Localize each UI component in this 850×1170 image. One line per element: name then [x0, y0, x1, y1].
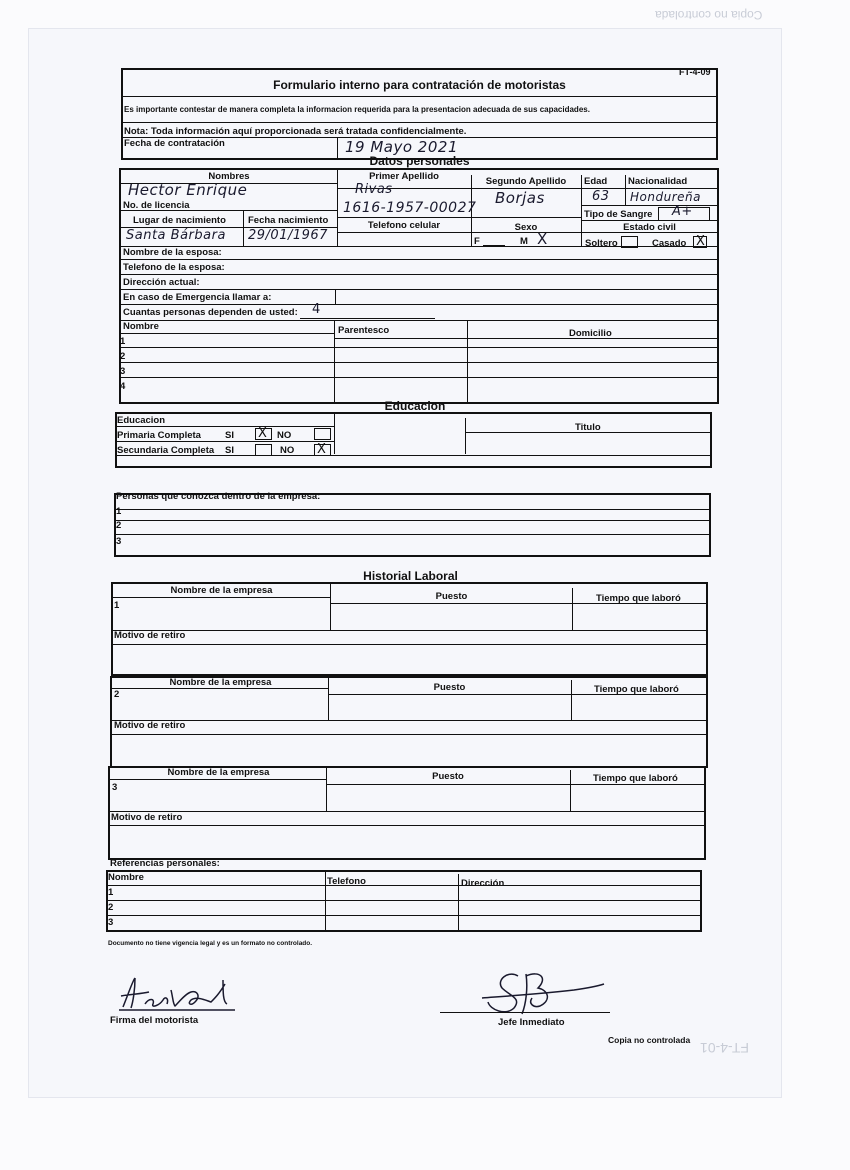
education-title-label: Titulo — [575, 422, 601, 433]
hire-date-label: Fecha de contratación — [124, 138, 225, 149]
intro-text: Es importante contestar de manera completa la informacion requerida para la presentacion adecuada de sus capacidades. — [124, 105, 590, 114]
primary-no-checkbox[interactable] — [314, 428, 331, 440]
reference-row-1: 1 — [108, 887, 114, 898]
names-label: Nombres — [208, 171, 250, 182]
names-value[interactable]: Hector Enrique — [128, 181, 248, 199]
reference-row-3: 3 — [108, 917, 114, 928]
surname1-label: Primer Apellido — [369, 171, 439, 182]
job-3-position-label: Puesto — [432, 771, 464, 782]
spouse-name-label: Nombre de la esposa: — [123, 247, 222, 258]
primary-no-label: NO — [277, 430, 292, 441]
sex-f-label: F — [474, 236, 480, 247]
work-history-title: Historial Laboral — [363, 569, 458, 583]
job-3-company-label: Nombre de la empresa — [167, 767, 270, 778]
phone-label: Telefono celular — [367, 220, 441, 231]
references-box — [106, 870, 702, 932]
birthplace-value[interactable]: Santa Bárbara — [126, 228, 226, 243]
education-box — [115, 412, 712, 468]
references-col-address: Dirección — [461, 878, 505, 889]
surname1-value[interactable]: Rivas — [355, 182, 393, 197]
age-label: Edad — [584, 176, 608, 187]
sex-m-mark[interactable]: X — [537, 230, 548, 248]
sex-m-label: M — [520, 236, 528, 247]
birthdate-value[interactable]: 29/01/1967 — [248, 228, 328, 243]
references-col-phone: Telefono — [327, 876, 366, 887]
disclaimer-text: Documento no tiene vigencia legal y es un formato no controlado. — [108, 940, 313, 947]
bleed-through-code: FT-4-01 — [700, 1040, 750, 1056]
references-label: Referencias personales: — [110, 858, 220, 869]
dependents-value[interactable]: 4 — [312, 302, 321, 317]
spouse-phone-label: Telefono de la esposa: — [123, 262, 225, 273]
civil-status-label: Estado civil — [623, 222, 676, 233]
references-col-name: Nombre — [108, 872, 144, 883]
license-value[interactable]: 1616-1957-00027 — [343, 200, 477, 216]
bleed-through-text: Copia no controlada — [655, 8, 763, 22]
uncontrolled-copy-label: Copia no controlada — [608, 1035, 691, 1045]
emergency-label: En caso de Emergencia llamar a: — [123, 292, 272, 303]
married-label: Casado — [652, 238, 687, 249]
reference-row-2: 2 — [108, 902, 114, 913]
secondary-yes-label: SI — [225, 445, 234, 456]
age-value[interactable]: 63 — [592, 189, 610, 204]
dependents-col-relation: Parentesco — [338, 325, 390, 336]
personal-section-title: Datos personales — [369, 154, 470, 168]
job-3-time-label: Tiempo que laboró — [593, 773, 678, 784]
primary-yes-checkbox[interactable] — [255, 428, 272, 440]
primary-label: Primaria Completa — [117, 430, 201, 441]
nationality-label: Nacionalidad — [628, 176, 688, 187]
dependents-label: Cuantas personas dependen de usted: — [123, 307, 298, 318]
dependent-row-3: 3 — [120, 366, 126, 377]
acquaintances-label: Personas que conozca dentro de la empresa: — [116, 491, 321, 502]
surname2-value[interactable]: Borjas — [495, 189, 545, 207]
hire-date-value[interactable]: 19 Mayo 2021 — [345, 138, 458, 156]
dependents-col-name: Nombre — [123, 321, 159, 332]
job-1-company-label: Nombre de la empresa — [170, 585, 273, 596]
sex-label: Sexo — [514, 222, 538, 233]
secondary-no-label: NO — [280, 445, 295, 456]
primary-yes-label: SI — [225, 430, 234, 441]
education-section-title: Educacion — [384, 399, 446, 413]
job-1-reason-label: Motivo de retiro — [114, 630, 186, 641]
job-1-time-label: Tiempo que laboró — [596, 593, 681, 604]
job-1-position-label: Puesto — [435, 591, 468, 602]
blood-type-value[interactable]: A+ — [672, 204, 693, 219]
acquaintance-row-2: 2 — [116, 520, 122, 531]
dependent-row-2: 2 — [120, 351, 126, 362]
job-2-position-label: Puesto — [433, 682, 466, 693]
license-label: No. de licencia — [123, 200, 190, 211]
nationality-value[interactable]: Hondureña — [630, 190, 701, 204]
job-2-number: 2 — [114, 689, 120, 700]
dependent-row-1: 1 — [120, 336, 126, 347]
birthdate-label: Fecha nacimiento — [248, 215, 329, 226]
form-title: Formulario interno para contratación de motoristas — [273, 78, 566, 92]
job-2-reason-label: Motivo de retiro — [114, 720, 186, 731]
job-1-number: 1 — [114, 600, 120, 611]
dependent-row-4: 4 — [120, 381, 126, 392]
job-2-company-label: Nombre de la empresa — [169, 677, 272, 688]
acquaintances-box — [114, 493, 711, 557]
acquaintance-row-1: 1 — [116, 506, 122, 517]
dependents-col-address: Domicilio — [569, 328, 612, 339]
job-2-time-label: Tiempo que laboró — [594, 684, 679, 695]
secondary-label: Secundaria Completa — [117, 445, 215, 456]
acquaintance-row-3: 3 — [116, 536, 122, 547]
job-3-number: 3 — [112, 782, 118, 793]
single-label: Soltero — [585, 238, 618, 249]
confidential-note: Nota: Toda información aquí proporcionada será tratada confidencialmente. — [124, 126, 467, 137]
address-label: Dirección actual: — [123, 277, 200, 288]
driver-signature — [115, 972, 245, 1014]
form-code: FT-4-09 — [679, 67, 711, 77]
blood-type-label: Tipo de Sangre — [584, 209, 653, 220]
driver-signature-label: Firma del motorista — [110, 1015, 199, 1026]
education-label: Educacion — [117, 415, 166, 426]
supervisor-signature-label: Jefe Inmediato — [498, 1017, 565, 1028]
birthplace-label: Lugar de nacimiento — [133, 215, 226, 226]
surname2-label: Segundo Apellido — [485, 176, 567, 187]
job-3-reason-label: Motivo de retiro — [111, 812, 183, 823]
